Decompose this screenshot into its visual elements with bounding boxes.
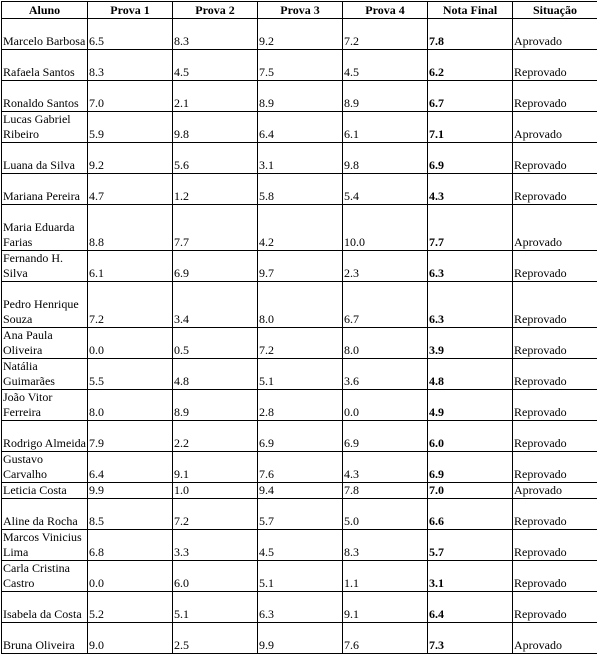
grade-prova-2: 6.0 <box>173 561 258 592</box>
table-row <box>2 592 597 623</box>
student-name: Luana da Silva <box>2 143 88 174</box>
final-grade: 7.8 <box>428 19 513 50</box>
grades-table <box>1 1 597 654</box>
status: Reprovado <box>513 592 597 623</box>
final-grade: 3.1 <box>428 561 513 592</box>
table-row <box>2 50 597 81</box>
status: Reprovado <box>513 174 597 205</box>
grade-prova-4: 5.4 <box>343 174 428 205</box>
table-row <box>2 421 597 452</box>
student-name: Lucas Gabriel Ribeiro <box>2 112 88 143</box>
grade-prova-3: 5.1 <box>258 561 343 592</box>
student-name: Rodrigo Almeida <box>2 421 88 452</box>
grade-prova-4: 7.8 <box>343 483 428 499</box>
student-name: Marcos Vinicius Lima <box>2 530 88 561</box>
grade-prova-1: 7.2 <box>88 282 173 328</box>
student-name: Rafaela Santos <box>2 50 88 81</box>
header-prova-1: Prova 1 <box>88 2 173 19</box>
final-grade: 3.9 <box>428 328 513 359</box>
grade-prova-3: 6.9 <box>258 421 343 452</box>
table-row <box>2 81 597 112</box>
student-name: Gustavo Carvalho <box>2 452 88 483</box>
final-grade: 7.3 <box>428 623 513 654</box>
grade-prova-3: 4.2 <box>258 205 343 251</box>
grade-prova-3: 9.9 <box>258 623 343 654</box>
grade-prova-4: 6.1 <box>343 112 428 143</box>
grade-prova-3: 3.1 <box>258 143 343 174</box>
grade-prova-3: 5.1 <box>258 359 343 390</box>
grade-prova-4: 9.1 <box>343 592 428 623</box>
grade-prova-4: 2.3 <box>343 251 428 282</box>
grade-prova-3: 7.2 <box>258 328 343 359</box>
student-name: Pedro Henrique Souza <box>2 282 88 328</box>
status: Reprovado <box>513 328 597 359</box>
table-row <box>2 19 597 50</box>
grade-prova-3: 4.5 <box>258 530 343 561</box>
grade-prova-1: 5.5 <box>88 359 173 390</box>
grade-prova-2: 9.8 <box>173 112 258 143</box>
table-row <box>2 112 597 143</box>
table-row <box>2 359 597 390</box>
grade-prova-4: 8.9 <box>343 81 428 112</box>
grade-prova-2: 9.1 <box>173 452 258 483</box>
grade-prova-4: 3.6 <box>343 359 428 390</box>
status: Reprovado <box>513 421 597 452</box>
header-row <box>2 2 597 19</box>
table-row <box>2 282 597 328</box>
grade-prova-4: 0.0 <box>343 390 428 421</box>
grade-prova-4: 4.3 <box>343 452 428 483</box>
table-row <box>2 483 597 499</box>
grade-prova-3: 5.8 <box>258 174 343 205</box>
grade-prova-3: 6.3 <box>258 592 343 623</box>
status: Aprovado <box>513 19 597 50</box>
grade-prova-2: 3.3 <box>173 530 258 561</box>
grade-prova-3: 7.6 <box>258 452 343 483</box>
grade-prova-4: 4.5 <box>343 50 428 81</box>
grade-prova-1: 8.8 <box>88 205 173 251</box>
grade-prova-4: 8.0 <box>343 328 428 359</box>
grade-prova-1: 5.2 <box>88 592 173 623</box>
grade-prova-4: 7.2 <box>343 19 428 50</box>
grade-prova-1: 9.2 <box>88 143 173 174</box>
grade-prova-1: 6.5 <box>88 19 173 50</box>
final-grade: 6.6 <box>428 499 513 530</box>
student-name: Carla Cristina Castro <box>2 561 88 592</box>
grade-prova-4: 8.3 <box>343 530 428 561</box>
grade-prova-3: 8.0 <box>258 282 343 328</box>
student-name: Fernando H. Silva <box>2 251 88 282</box>
table-row <box>2 174 597 205</box>
grade-prova-3: 9.4 <box>258 483 343 499</box>
grade-prova-3: 2.8 <box>258 390 343 421</box>
status: Reprovado <box>513 143 597 174</box>
final-grade: 4.8 <box>428 359 513 390</box>
grade-prova-2: 0.5 <box>173 328 258 359</box>
status: Reprovado <box>513 81 597 112</box>
header-aluno: Aluno <box>2 2 88 19</box>
student-name: Isabela da Costa <box>2 592 88 623</box>
final-grade: 6.3 <box>428 282 513 328</box>
table-row <box>2 499 597 530</box>
grade-prova-1: 6.1 <box>88 251 173 282</box>
table-row <box>2 205 597 251</box>
grade-prova-3: 5.7 <box>258 499 343 530</box>
grade-prova-2: 2.1 <box>173 81 258 112</box>
final-grade: 6.2 <box>428 50 513 81</box>
grade-prova-1: 8.5 <box>88 499 173 530</box>
status: Aprovado <box>513 205 597 251</box>
grade-prova-3: 9.2 <box>258 19 343 50</box>
grade-prova-2: 1.2 <box>173 174 258 205</box>
status: Reprovado <box>513 359 597 390</box>
grade-prova-1: 6.8 <box>88 530 173 561</box>
final-grade: 4.3 <box>428 174 513 205</box>
status: Reprovado <box>513 390 597 421</box>
grade-prova-1: 0.0 <box>88 328 173 359</box>
grade-prova-1: 9.0 <box>88 623 173 654</box>
final-grade: 6.9 <box>428 452 513 483</box>
final-grade: 4.9 <box>428 390 513 421</box>
grade-prova-1: 8.0 <box>88 390 173 421</box>
grade-prova-2: 7.2 <box>173 499 258 530</box>
status: Reprovado <box>513 530 597 561</box>
grade-prova-2: 2.5 <box>173 623 258 654</box>
grade-prova-1: 5.9 <box>88 112 173 143</box>
student-name: Ronaldo Santos <box>2 81 88 112</box>
grade-prova-2: 3.4 <box>173 282 258 328</box>
grade-prova-1: 7.0 <box>88 81 173 112</box>
grade-prova-1: 0.0 <box>88 561 173 592</box>
final-grade: 7.0 <box>428 483 513 499</box>
table-row <box>2 530 597 561</box>
header-prova-3: Prova 3 <box>258 2 343 19</box>
final-grade: 6.3 <box>428 251 513 282</box>
status: Aprovado <box>513 483 597 499</box>
table-row <box>2 143 597 174</box>
grade-prova-1: 7.9 <box>88 421 173 452</box>
grade-prova-2: 8.3 <box>173 19 258 50</box>
grade-prova-3: 6.4 <box>258 112 343 143</box>
student-name: Mariana Pereira <box>2 174 88 205</box>
grade-prova-3: 7.5 <box>258 50 343 81</box>
grade-prova-2: 2.2 <box>173 421 258 452</box>
status: Aprovado <box>513 623 597 654</box>
table-row <box>2 390 597 421</box>
grade-prova-4: 1.1 <box>343 561 428 592</box>
student-name: João Vitor Ferreira <box>2 390 88 421</box>
grade-prova-4: 5.0 <box>343 499 428 530</box>
grade-prova-1: 4.7 <box>88 174 173 205</box>
grade-prova-2: 1.0 <box>173 483 258 499</box>
grade-prova-2: 5.6 <box>173 143 258 174</box>
grade-prova-2: 8.9 <box>173 390 258 421</box>
grade-prova-2: 6.9 <box>173 251 258 282</box>
table-row <box>2 452 597 483</box>
status: Reprovado <box>513 452 597 483</box>
grade-prova-2: 7.7 <box>173 205 258 251</box>
grade-prova-2: 4.5 <box>173 50 258 81</box>
header-nota-final: Nota Final <box>428 2 513 19</box>
student-name: Natália Guimarães <box>2 359 88 390</box>
student-name: Bruna Oliveira <box>2 623 88 654</box>
student-name: Marcelo Barbosa <box>2 19 88 50</box>
grade-prova-4: 7.6 <box>343 623 428 654</box>
table-row <box>2 623 597 654</box>
final-grade: 7.1 <box>428 112 513 143</box>
grade-prova-3: 9.7 <box>258 251 343 282</box>
final-grade: 6.9 <box>428 143 513 174</box>
grade-prova-2: 4.8 <box>173 359 258 390</box>
status: Reprovado <box>513 50 597 81</box>
grade-prova-4: 6.9 <box>343 421 428 452</box>
student-name: Leticia Costa <box>2 483 88 499</box>
table-row <box>2 328 597 359</box>
student-name: Aline da Rocha <box>2 499 88 530</box>
final-grade: 6.4 <box>428 592 513 623</box>
final-grade: 5.7 <box>428 530 513 561</box>
header-prova-2: Prova 2 <box>173 2 258 19</box>
table-row <box>2 561 597 592</box>
status: Reprovado <box>513 561 597 592</box>
final-grade: 6.7 <box>428 81 513 112</box>
grade-prova-1: 8.3 <box>88 50 173 81</box>
student-name: Maria Eduarda Farias <box>2 205 88 251</box>
status: Reprovado <box>513 282 597 328</box>
header-situacao: Situação <box>513 2 597 19</box>
grade-prova-1: 9.9 <box>88 483 173 499</box>
grade-prova-2: 5.1 <box>173 592 258 623</box>
grade-prova-4: 6.7 <box>343 282 428 328</box>
status: Aprovado <box>513 112 597 143</box>
final-grade: 6.0 <box>428 421 513 452</box>
grade-prova-1: 6.4 <box>88 452 173 483</box>
status: Reprovado <box>513 251 597 282</box>
status: Reprovado <box>513 499 597 530</box>
header-prova-4: Prova 4 <box>343 2 428 19</box>
grade-prova-4: 9.8 <box>343 143 428 174</box>
grade-prova-4: 10.0 <box>343 205 428 251</box>
table-row <box>2 251 597 282</box>
student-name: Ana Paula Oliveira <box>2 328 88 359</box>
final-grade: 7.7 <box>428 205 513 251</box>
grade-prova-3: 8.9 <box>258 81 343 112</box>
